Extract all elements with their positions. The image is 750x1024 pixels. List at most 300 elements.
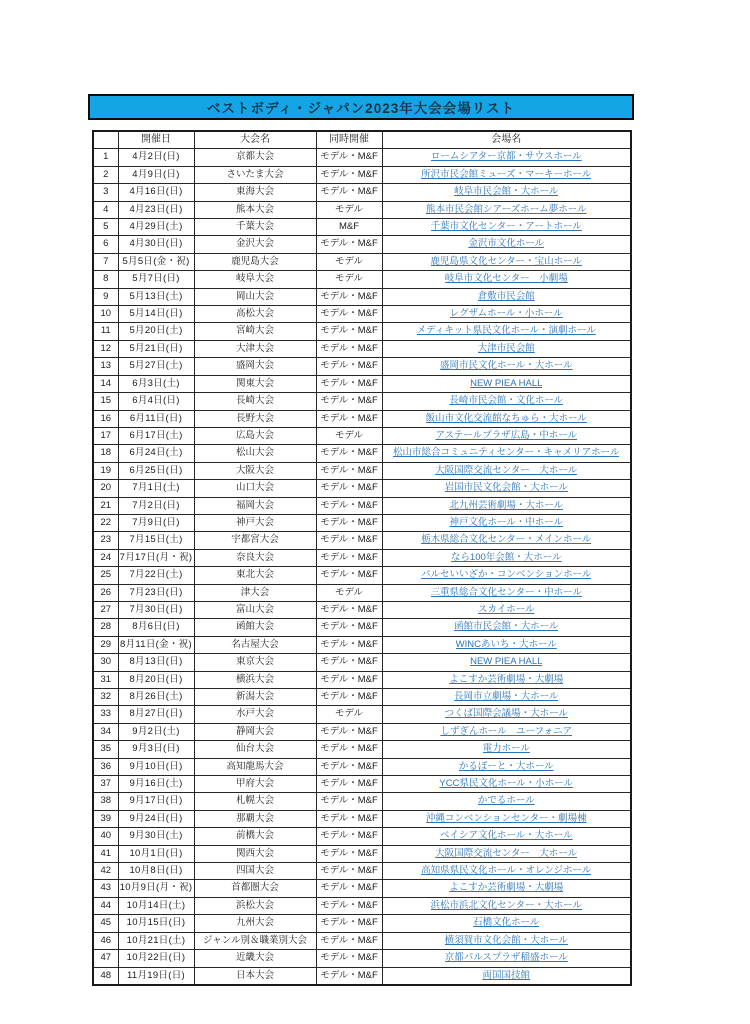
cell-num: 46 (93, 932, 118, 949)
cell-concurrent: モデル・M&F (316, 828, 382, 845)
venue-link[interactable]: 岐阜市文化センター 小劇場 (444, 273, 568, 285)
table-row (93, 967, 631, 985)
cell-concurrent: モデル・M&F (316, 375, 382, 392)
venue-link[interactable]: ロームシアター京都・サウスホール (430, 151, 582, 163)
cell-concurrent: モデル (316, 253, 382, 270)
venue-link[interactable]: 京都パルスプラザ稲盛ホール (444, 952, 568, 964)
cell-venue (382, 654, 631, 671)
cell-venue (382, 723, 631, 740)
cell-venue (382, 306, 631, 323)
cell-venue (382, 480, 631, 497)
cell-concurrent: モデル・M&F (316, 880, 382, 897)
cell-name: 富山大会 (194, 601, 316, 618)
venue-link[interactable]: 大阪国際交流センター 大ホール (435, 847, 578, 859)
cell-venue (382, 897, 631, 914)
cell-name: ジャンル別＆職業別大会 (194, 932, 316, 949)
cell-name: 東京大会 (194, 654, 316, 671)
header-cell-num (93, 131, 118, 149)
cell-concurrent: モデル・M&F (316, 393, 382, 410)
cell-concurrent: モデル・M&F (316, 514, 382, 531)
cell-num: 32 (93, 689, 118, 706)
cell-name: 九州大会 (194, 915, 316, 932)
cell-concurrent: モデル・M&F (316, 445, 382, 462)
cell-num: 17 (93, 427, 118, 444)
cell-num: 38 (93, 793, 118, 810)
table-row (93, 323, 631, 340)
cell-venue (382, 810, 631, 827)
table-row (93, 932, 631, 949)
cell-num: 26 (93, 584, 118, 601)
cell-num: 37 (93, 776, 118, 793)
cell-date: 9月24日(日) (118, 810, 194, 827)
cell-date: 7月22日(土) (118, 567, 194, 584)
table-row (93, 514, 631, 531)
venue-link[interactable]: 沖縄コンベンションセンター・劇場棟 (425, 812, 587, 824)
cell-name: 甲府大会 (194, 776, 316, 793)
table-row (93, 219, 631, 236)
venue-link[interactable]: 両国国技館 (482, 969, 530, 981)
table-row (93, 427, 631, 444)
venue-link[interactable]: パルセいいざか・コンベンションホール (421, 569, 592, 581)
cell-num: 4 (93, 201, 118, 218)
table-row (93, 375, 631, 392)
cell-name: 浜松大会 (194, 897, 316, 914)
table-row (93, 810, 631, 827)
cell-concurrent: モデル・M&F (316, 863, 382, 880)
venue-link[interactable]: 電力ホール (482, 743, 530, 755)
venue-link[interactable]: NEW PIEA HALL (470, 656, 543, 668)
cell-concurrent: モデル (316, 201, 382, 218)
cell-date: 9月2日(土) (118, 723, 194, 740)
table-row (93, 253, 631, 270)
cell-venue (382, 462, 631, 479)
cell-num: 21 (93, 497, 118, 514)
cell-concurrent: モデル・M&F (316, 915, 382, 932)
venue-link[interactable]: 松山市総合コミュニティセンター・キャメリアホール (393, 447, 620, 459)
cell-date: 5月27日(土) (118, 358, 194, 375)
cell-num: 39 (93, 810, 118, 827)
cell-num: 33 (93, 706, 118, 723)
table-row (93, 950, 631, 967)
table-row (93, 619, 631, 636)
cell-name: 東海大会 (194, 184, 316, 201)
cell-name: 静岡大会 (194, 723, 316, 740)
table-row (93, 271, 631, 288)
cell-name: 大阪大会 (194, 462, 316, 479)
cell-venue (382, 636, 631, 653)
table-row (93, 549, 631, 566)
cell-name: 奈良大会 (194, 549, 316, 566)
cell-num: 45 (93, 915, 118, 932)
cell-date: 6月4日(日) (118, 393, 194, 410)
venue-link[interactable]: 横須賀市文化会館・大ホール (444, 934, 568, 946)
cell-name: 横浜大会 (194, 671, 316, 688)
cell-concurrent: モデル・M&F (316, 619, 382, 636)
venue-link[interactable]: 千葉市文化センター・アートホール (430, 221, 582, 233)
cell-date: 8月11日(金・祝) (118, 636, 194, 653)
table-row (93, 828, 631, 845)
cell-venue (382, 410, 631, 427)
cell-num: 29 (93, 636, 118, 653)
cell-date: 9月30日(土) (118, 828, 194, 845)
cell-name: 近畿大会 (194, 950, 316, 967)
cell-venue (382, 880, 631, 897)
cell-concurrent: モデル・M&F (316, 636, 382, 653)
cell-concurrent: モデル・M&F (316, 671, 382, 688)
cell-concurrent: モデル (316, 427, 382, 444)
cell-name: 長崎大会 (194, 393, 316, 410)
venue-link[interactable]: メディキット県民文化ホール・演劇ホール (416, 325, 596, 337)
cell-name: 金沢大会 (194, 236, 316, 253)
cell-name: 津大会 (194, 584, 316, 601)
cell-num: 35 (93, 741, 118, 758)
cell-name: 松山大会 (194, 445, 316, 462)
cell-name: さいたま大会 (194, 166, 316, 183)
cell-num: 47 (93, 950, 118, 967)
cell-venue (382, 219, 631, 236)
cell-num: 16 (93, 410, 118, 427)
table-row (93, 776, 631, 793)
cell-venue (382, 514, 631, 531)
venue-link[interactable]: 高知県県民文化ホール・オレンジホール (421, 865, 592, 877)
cell-num: 19 (93, 462, 118, 479)
cell-venue (382, 184, 631, 201)
cell-concurrent: モデル・M&F (316, 967, 382, 985)
venue-link[interactable]: 石橋文化ホール (473, 917, 540, 929)
cell-date: 10月22日(日) (118, 950, 194, 967)
table-row (93, 184, 631, 201)
cell-num: 36 (93, 758, 118, 775)
cell-date: 10月9日(月・祝) (118, 880, 194, 897)
cell-num: 25 (93, 567, 118, 584)
cell-concurrent: モデル・M&F (316, 932, 382, 949)
cell-name: 仙台大会 (194, 741, 316, 758)
venue-link[interactable]: 栃木県総合文化センター・メインホール (421, 534, 592, 546)
cell-concurrent: モデル・M&F (316, 654, 382, 671)
cell-venue (382, 689, 631, 706)
cell-name: 宮崎大会 (194, 323, 316, 340)
cell-concurrent: モデル・M&F (316, 184, 382, 201)
venue-link[interactable]: NEW PIEA HALL (470, 377, 543, 389)
cell-name: 東北大会 (194, 567, 316, 584)
venue-link[interactable]: ベイシア文化ホール・大ホール (439, 830, 573, 842)
cell-date: 4月9日(日) (118, 166, 194, 183)
cell-concurrent: モデル・M&F (316, 288, 382, 305)
venue-link[interactable]: 三重県総合文化センター・中ホール (430, 586, 582, 598)
cell-venue (382, 671, 631, 688)
cell-venue (382, 358, 631, 375)
cell-date: 8月26日(土) (118, 689, 194, 706)
cell-num: 22 (93, 514, 118, 531)
cell-date: 10月14日(土) (118, 897, 194, 914)
table-row (93, 340, 631, 357)
cell-num: 31 (93, 671, 118, 688)
venue-link[interactable]: 大津市民会館 (477, 342, 535, 354)
table-row (93, 306, 631, 323)
venue-link[interactable]: 倉敷市民会館 (477, 290, 535, 302)
cell-date: 5月20日(土) (118, 323, 194, 340)
cell-name: 日本大会 (194, 967, 316, 985)
cell-concurrent: モデル・M&F (316, 601, 382, 618)
cell-venue (382, 271, 631, 288)
venue-link[interactable]: 鹿児島県文化センター・宝山ホール (430, 255, 582, 267)
cell-date: 11月19日(日) (118, 967, 194, 985)
cell-venue (382, 532, 631, 549)
cell-num: 10 (93, 306, 118, 323)
venue-link[interactable]: 函館市民会館・大ホール (454, 621, 559, 633)
cell-name: 前橋大会 (194, 828, 316, 845)
cell-num: 15 (93, 393, 118, 410)
cell-date: 8月20日(日) (118, 671, 194, 688)
cell-concurrent: モデル・M&F (316, 410, 382, 427)
table-row (93, 706, 631, 723)
cell-concurrent: モデル・M&F (316, 497, 382, 514)
cell-venue (382, 845, 631, 862)
table-row (93, 532, 631, 549)
venue-link[interactable]: つくば国際会議場・大ホール (444, 708, 568, 720)
cell-date: 4月16日(日) (118, 184, 194, 201)
cell-concurrent: モデル (316, 271, 382, 288)
cell-venue (382, 236, 631, 253)
table-row (93, 201, 631, 218)
cell-date: 7月2日(日) (118, 497, 194, 514)
cell-concurrent: モデル・M&F (316, 532, 382, 549)
table-row (93, 793, 631, 810)
venue-link[interactable]: レグザムホール・小ホール (449, 308, 563, 320)
cell-name: 広島大会 (194, 427, 316, 444)
cell-concurrent: モデル・M&F (316, 689, 382, 706)
cell-name: 首都圏大会 (194, 880, 316, 897)
cell-concurrent: モデル・M&F (316, 323, 382, 340)
cell-venue (382, 758, 631, 775)
cell-venue (382, 741, 631, 758)
venue-link[interactable]: 岩国市民文化会館・大ホール (444, 482, 568, 494)
table-row (93, 897, 631, 914)
cell-venue (382, 340, 631, 357)
cell-concurrent: モデル・M&F (316, 549, 382, 566)
table-row (93, 671, 631, 688)
table-row (93, 636, 631, 653)
page-title: ベストボディ・ジャパン2023年大会会場リスト (207, 101, 515, 116)
table-row (93, 601, 631, 618)
cell-concurrent: モデル・M&F (316, 358, 382, 375)
table-row (93, 288, 631, 305)
cell-date: 5月13日(土) (118, 288, 194, 305)
cell-venue (382, 967, 631, 985)
cell-num: 27 (93, 601, 118, 618)
cell-date: 9月10日(日) (118, 758, 194, 775)
cell-num: 6 (93, 236, 118, 253)
cell-num: 12 (93, 340, 118, 357)
cell-num: 42 (93, 863, 118, 880)
venue-link[interactable]: アステールプラザ広島・中ホール (435, 429, 578, 441)
cell-date: 8月13日(日) (118, 654, 194, 671)
table-row (93, 166, 631, 183)
table-header (93, 131, 631, 149)
cell-concurrent: モデル・M&F (316, 897, 382, 914)
cell-num: 18 (93, 445, 118, 462)
cell-date: 5月7日(日) (118, 271, 194, 288)
cell-name: 四国大会 (194, 863, 316, 880)
venue-link[interactable]: よこすか芸術劇場・大劇場 (449, 673, 564, 685)
cell-date: 10月21日(土) (118, 932, 194, 949)
cell-date: 5月21日(日) (118, 340, 194, 357)
cell-num: 48 (93, 967, 118, 985)
cell-concurrent: モデル・M&F (316, 149, 382, 166)
cell-name: 千葉大会 (194, 219, 316, 236)
cell-venue (382, 497, 631, 514)
cell-num: 3 (93, 184, 118, 201)
cell-name: 神戸大会 (194, 514, 316, 531)
cell-venue (382, 445, 631, 462)
cell-venue (382, 915, 631, 932)
venue-link[interactable]: 飯山市文化交流館なちゅら・大ホール (425, 412, 587, 424)
venue-link[interactable]: 大阪国際交流センター 大ホール (435, 464, 578, 476)
table-row (93, 236, 631, 253)
cell-concurrent: モデル (316, 584, 382, 601)
cell-concurrent: モデル (316, 706, 382, 723)
venue-link[interactable]: 盛岡市民文化ホール・大ホール (439, 360, 573, 372)
cell-venue (382, 950, 631, 967)
cell-date: 8月6日(日) (118, 619, 194, 636)
cell-concurrent: M&F (316, 219, 382, 236)
cell-name: 名古屋大会 (194, 636, 316, 653)
cell-name: 福岡大会 (194, 497, 316, 514)
cell-concurrent: モデル・M&F (316, 950, 382, 967)
venue-link[interactable]: よこすか芸術劇場・大劇場 (449, 882, 564, 894)
table-row (93, 584, 631, 601)
table-row (93, 445, 631, 462)
cell-date: 6月24日(土) (118, 445, 194, 462)
venue-link[interactable]: なら100年会館・大ホール (450, 551, 562, 563)
cell-date: 9月17日(日) (118, 793, 194, 810)
table-row (93, 880, 631, 897)
cell-venue (382, 549, 631, 566)
venue-link[interactable]: しずぎんホール ユーフォニア (440, 725, 573, 737)
venue-link[interactable]: 所沢市民会館ミューズ・マーキーホール (421, 168, 592, 180)
venue-link[interactable]: YCC県民文化ホール・小ホール (439, 778, 574, 790)
cell-num: 44 (93, 897, 118, 914)
venue-link[interactable]: WINCあいち・大ホール (455, 638, 557, 650)
cell-date: 6月3日(土) (118, 375, 194, 392)
cell-num: 9 (93, 288, 118, 305)
cell-name: 新潟大会 (194, 689, 316, 706)
cell-date: 7月23日(日) (118, 584, 194, 601)
venue-link[interactable]: 金沢市文化ホール (468, 238, 545, 250)
cell-date: 6月25日(日) (118, 462, 194, 479)
cell-date: 4月30日(日) (118, 236, 194, 253)
cell-concurrent: モデル・M&F (316, 166, 382, 183)
cell-venue (382, 323, 631, 340)
cell-date: 10月8日(日) (118, 863, 194, 880)
cell-num: 13 (93, 358, 118, 375)
cell-concurrent: モデル・M&F (316, 776, 382, 793)
header-cell-concurrent: 同時開催 (316, 131, 382, 149)
cell-concurrent: モデル・M&F (316, 236, 382, 253)
cell-concurrent: モデル・M&F (316, 306, 382, 323)
cell-concurrent: モデル・M&F (316, 793, 382, 810)
cell-date: 5月5日(金・祝) (118, 253, 194, 270)
venue-link[interactable]: 長岡市立劇場・大ホール (454, 691, 559, 702)
table-row (93, 689, 631, 706)
cell-venue (382, 427, 631, 444)
cell-name: 関西大会 (194, 845, 316, 862)
venue-table (92, 130, 632, 986)
cell-num: 5 (93, 219, 118, 236)
cell-date: 7月30日(日) (118, 601, 194, 618)
venue-link[interactable]: 岐阜市民会館・大ホール (454, 186, 559, 198)
table-row (93, 480, 631, 497)
cell-date: 10月15日(日) (118, 915, 194, 932)
venue-link[interactable]: 長崎市民会館・文化ホール (449, 395, 564, 407)
cell-name: 大津大会 (194, 340, 316, 357)
cell-name: 高知龍馬大会 (194, 758, 316, 775)
cell-num: 30 (93, 654, 118, 671)
cell-num: 1 (93, 149, 118, 166)
cell-concurrent: モデル・M&F (316, 462, 382, 479)
venue-link[interactable]: 浜松市浜北文化センター・大ホール (430, 899, 582, 911)
cell-concurrent: モデル・M&F (316, 480, 382, 497)
cell-concurrent: モデル・M&F (316, 567, 382, 584)
cell-venue (382, 375, 631, 392)
cell-date: 8月27日(日) (118, 706, 194, 723)
venue-link[interactable]: スカイホール (477, 603, 535, 615)
cell-concurrent: モデル・M&F (316, 723, 382, 740)
table-row (93, 654, 631, 671)
cell-venue (382, 932, 631, 949)
cell-venue (382, 706, 631, 723)
cell-date: 9月16日(土) (118, 776, 194, 793)
cell-venue (382, 619, 631, 636)
cell-name: 函館大会 (194, 619, 316, 636)
table-row (93, 845, 631, 862)
venue-link[interactable]: 神戸文化ホール・中ホール (449, 516, 564, 528)
venue-link[interactable]: 熊本市民会館シアーズホーム夢ホール (425, 203, 587, 215)
venue-link[interactable]: かるぽーと・大ホール (458, 760, 554, 772)
cell-date: 7月15日(土) (118, 532, 194, 549)
cell-num: 11 (93, 323, 118, 340)
cell-num: 23 (93, 532, 118, 549)
cell-num: 24 (93, 549, 118, 566)
table-row (93, 741, 631, 758)
cell-venue (382, 601, 631, 618)
cell-name: 熊本大会 (194, 201, 316, 218)
table-row (93, 497, 631, 514)
table-row (93, 723, 631, 740)
cell-name: 高松大会 (194, 306, 316, 323)
header-cell-date: 開催日 (118, 131, 194, 149)
cell-concurrent: モデル・M&F (316, 741, 382, 758)
cell-concurrent: モデル・M&F (316, 758, 382, 775)
venue-link[interactable]: かでるホール (477, 795, 535, 807)
table-row (93, 915, 631, 932)
cell-num: 2 (93, 166, 118, 183)
table-row (93, 758, 631, 775)
venue-link[interactable]: 北九州芸術劇場・大ホール (449, 499, 564, 511)
cell-venue (382, 253, 631, 270)
table-row (93, 410, 631, 427)
cell-venue (382, 201, 631, 218)
cell-name: 長野大会 (194, 410, 316, 427)
cell-venue (382, 584, 631, 601)
cell-name: 関東大会 (194, 375, 316, 392)
cell-date: 10月1日(日) (118, 845, 194, 862)
cell-num: 14 (93, 375, 118, 392)
table-row (93, 462, 631, 479)
cell-venue (382, 393, 631, 410)
cell-date: 6月11日(日) (118, 410, 194, 427)
header-row (93, 131, 631, 149)
